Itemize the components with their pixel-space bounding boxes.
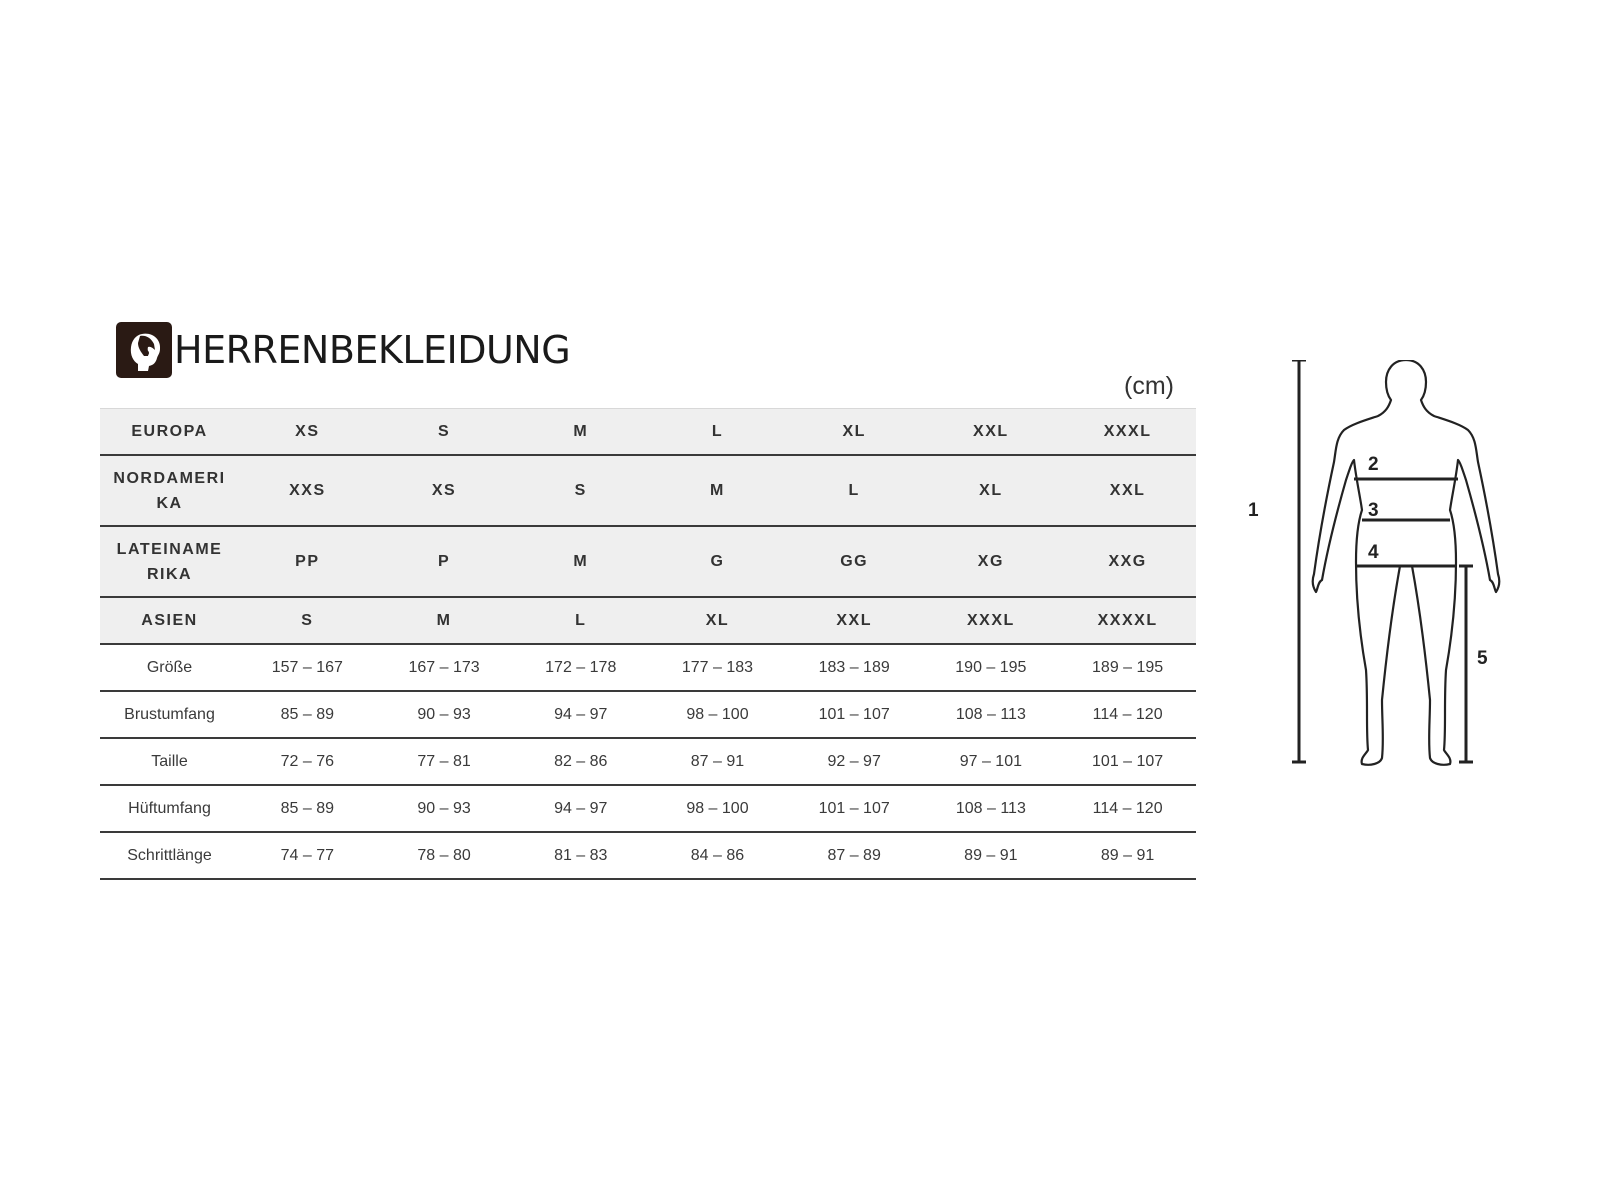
unit-label: (cm) [1124,372,1174,400]
table-cell: M [649,455,786,526]
table-cell: 92 – 97 [786,738,923,785]
table-row-measure-4 [100,832,1196,879]
table-cell: 172 – 178 [512,644,649,691]
row-label: Schrittlänge [100,832,239,879]
row-label: ASIEN [100,597,239,644]
table-cell: 89 – 91 [1059,832,1196,879]
row-label: Hüftumfang [100,785,239,832]
row-label: Taille [100,738,239,785]
table-cell: 94 – 97 [512,691,649,738]
table-cell: 183 – 189 [786,644,923,691]
page-header [116,322,570,378]
table-cell: G [649,526,786,597]
table-cell: XXL [923,409,1060,456]
marker-1: 1 [1248,500,1259,521]
table-cell: GG [786,526,923,597]
table-cell: 167 – 173 [376,644,513,691]
table-cell: XXXXL [1059,597,1196,644]
table-cell: XS [239,409,376,456]
table-cell: XS [376,455,513,526]
page-title: HERRENBEKLEIDUNG [174,328,571,372]
table-cell: 77 – 81 [376,738,513,785]
table-cell: P [376,526,513,597]
table-cell: XL [786,409,923,456]
table-row-measure-1 [100,691,1196,738]
table-row-region-1 [100,455,1196,526]
marker-4: 4 [1368,542,1379,563]
table-cell: 101 – 107 [786,785,923,832]
table-cell: M [512,526,649,597]
table-row-region-2 [100,526,1196,597]
table-cell: M [376,597,513,644]
table-cell: 90 – 93 [376,691,513,738]
table-cell: 87 – 91 [649,738,786,785]
body-outline-icon [1270,360,1510,780]
table-cell: 157 – 167 [239,644,376,691]
table-cell: XL [923,455,1060,526]
table-row-measure-3 [100,785,1196,832]
table-cell: 108 – 113 [923,785,1060,832]
row-label: LATEINAME RIKA [100,526,239,597]
marker-5: 5 [1477,648,1488,669]
table-cell: XXS [239,455,376,526]
table-cell: XXG [1059,526,1196,597]
table-cell: XXXL [1059,409,1196,456]
row-label: Größe [100,644,239,691]
table-row-region-0 [100,409,1196,456]
table-cell: 190 – 195 [923,644,1060,691]
table-cell: 72 – 76 [239,738,376,785]
row-label: Brustumfang [100,691,239,738]
table-cell: S [512,455,649,526]
table-cell: L [512,597,649,644]
table-cell: M [512,409,649,456]
marker-3: 3 [1368,500,1379,521]
table-cell: 85 – 89 [239,785,376,832]
table-cell: 189 – 195 [1059,644,1196,691]
marker-2: 2 [1368,454,1379,475]
table-cell: L [786,455,923,526]
table-row-measure-0 [100,644,1196,691]
table-cell: 177 – 183 [649,644,786,691]
table-cell: 84 – 86 [649,832,786,879]
table-cell: 97 – 101 [923,738,1060,785]
table-cell: 90 – 93 [376,785,513,832]
table-row-region-3 [100,597,1196,644]
table-cell: 74 – 77 [239,832,376,879]
table-cell: XXL [1059,455,1196,526]
table-cell: XL [649,597,786,644]
table-cell: 87 – 89 [786,832,923,879]
table-cell: PP [239,526,376,597]
table-cell: 81 – 83 [512,832,649,879]
table-cell: L [649,409,786,456]
row-label: EUROPA [100,409,239,456]
table-row-measure-2 [100,738,1196,785]
table-cell: XXL [786,597,923,644]
table-cell: S [239,597,376,644]
table-cell: 98 – 100 [649,691,786,738]
size-table [100,408,1196,880]
table-cell: 114 – 120 [1059,785,1196,832]
table-cell: 114 – 120 [1059,691,1196,738]
table-cell: 89 – 91 [923,832,1060,879]
table-cell: 101 – 107 [1059,738,1196,785]
man-head-icon [116,322,172,378]
body-measurement-figure [1248,360,1510,785]
table-cell: 82 – 86 [512,738,649,785]
table-cell: 94 – 97 [512,785,649,832]
table-cell: 78 – 80 [376,832,513,879]
table-cell: 108 – 113 [923,691,1060,738]
table-cell: 85 – 89 [239,691,376,738]
table-cell: XG [923,526,1060,597]
table-cell: XXXL [923,597,1060,644]
table-cell: 101 – 107 [786,691,923,738]
table-cell: 98 – 100 [649,785,786,832]
row-label: NORDAMERI KA [100,455,239,526]
table-cell: S [376,409,513,456]
